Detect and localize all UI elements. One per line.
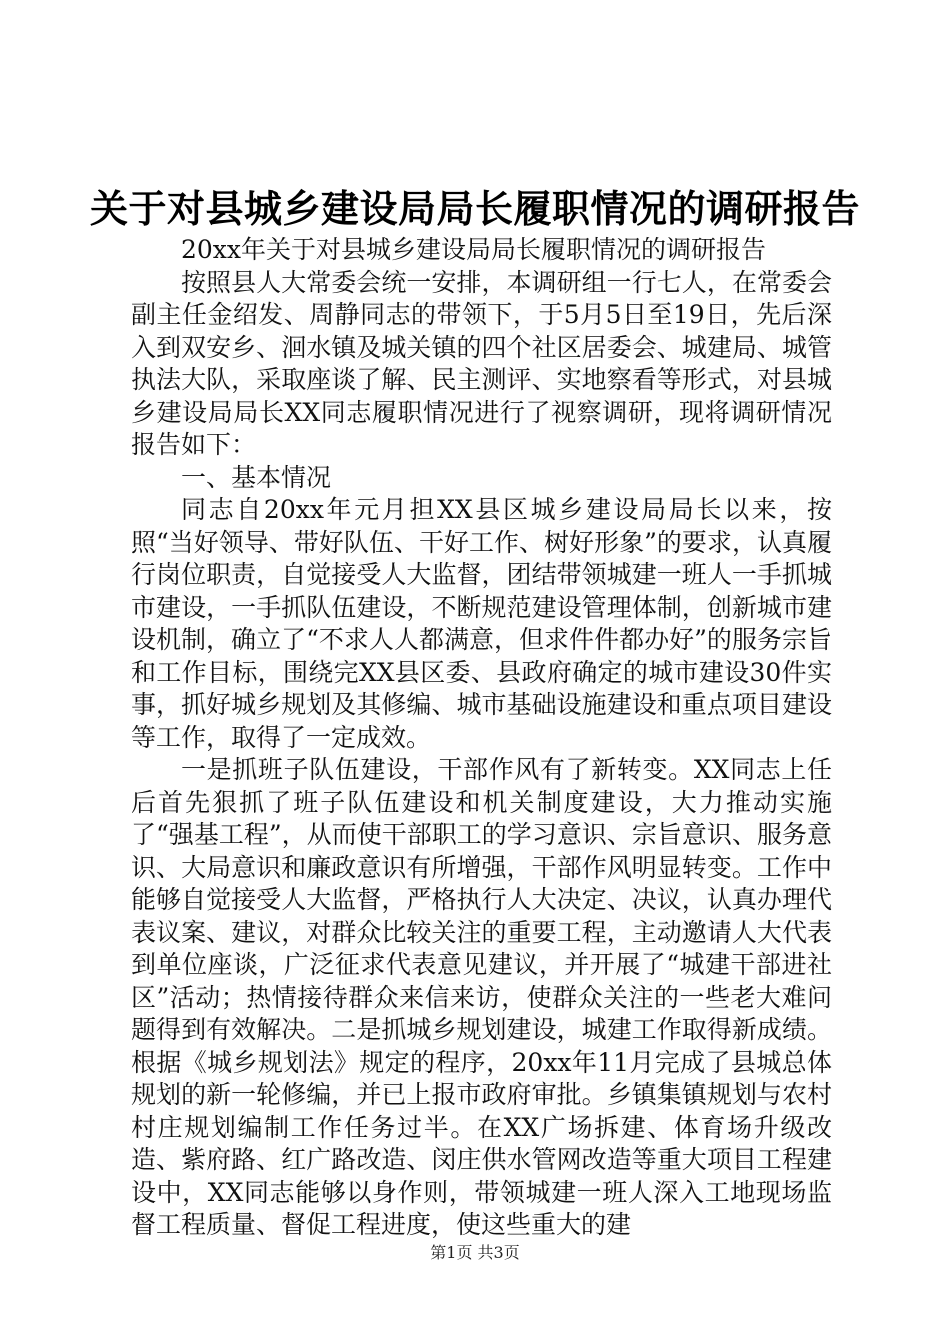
document-body — [131, 234, 832, 1242]
section-heading: 一、基本情况 — [181, 462, 332, 492]
page-footer: 第1页 共3页 — [430, 1243, 520, 1262]
paragraph-achievements: 一是抓班子队伍建设，干部作风有了新转变。XX同志上任后首先狠抓了班子队伍建设和机关制度建设，大力推动实施了“强基工程”，从而使干部职工的学习意识、宗旨意识、服务意识、大局意识和廉政意识有所增强，干部作风明显转变。工作中能够自觉接受人大监督，严格执行人大决定、决议，认真办理代表议案、建议，对群众比较关注的重要工程，主动邀请人大代表到单位座谈，广泛征求代表意见建议，并开展了“城建干部进社区”活动；热情接待群众来信来访，使群众关注的一些老大难问题得到有效解决。二是抓城乡规划建设，城建工作取得新成绩。根据《城乡规划法》规定的程序，20xx年11月完成了县城总体规划的新一轮修编，并已上报市政府审批。乡镇集镇规划与农村村庄规划编制工作任务过半。在XX广场拆建、体育场升级改造、紫府路、红广路改造、闵庄供水管网改造等重大项目工程建设中，XX同志能够以身作则，带领城建一班人深入工地现场监督工程质量、督促工程进度，使这些重大的建 — [131, 755, 832, 1239]
paragraph-basic-situation: 同志自20xx年元月担XX县区城乡建设局局长以来，按照“当好领导、带好队伍、干好工作、树好形象”的要求，认真履行岗位职责，自觉接受人大监督，团结带领城建一班人一手抓城市建设，一手抓队伍建设，不断规范建设管理体制，创新城市建设机制，确立了“不求人人都满意，但求件件都办好”的服务宗旨和工作目标，围绕完XX县区委、县政府确定的城市建设30件实事，抓好城乡规划及其修编、城市基础设施建设和重点项目建设等工作，取得了一定成效。 — [131, 495, 832, 752]
paragraph-subtitle: 20xx年关于对县城乡建设局局长履职情况的调研报告 — [181, 235, 767, 264]
paragraph-intro: 按照县人大常委会统一安排，本调研组一行七人，在常委会副主任金绍发、周静同志的带领下，于5月5日至19日，先后深入到双安乡、洄水镇及城关镇的四个社区居委会、城建局、城管执法大队，采取座谈了解、民主测评、实地察看等形式，对县城乡建设局局长XX同志履职情况进行了视察调研，现将调研情况报告如下： — [131, 267, 832, 459]
document-title: 关于对县城乡建设局局长履职情况的调研报告 — [89, 187, 860, 231]
